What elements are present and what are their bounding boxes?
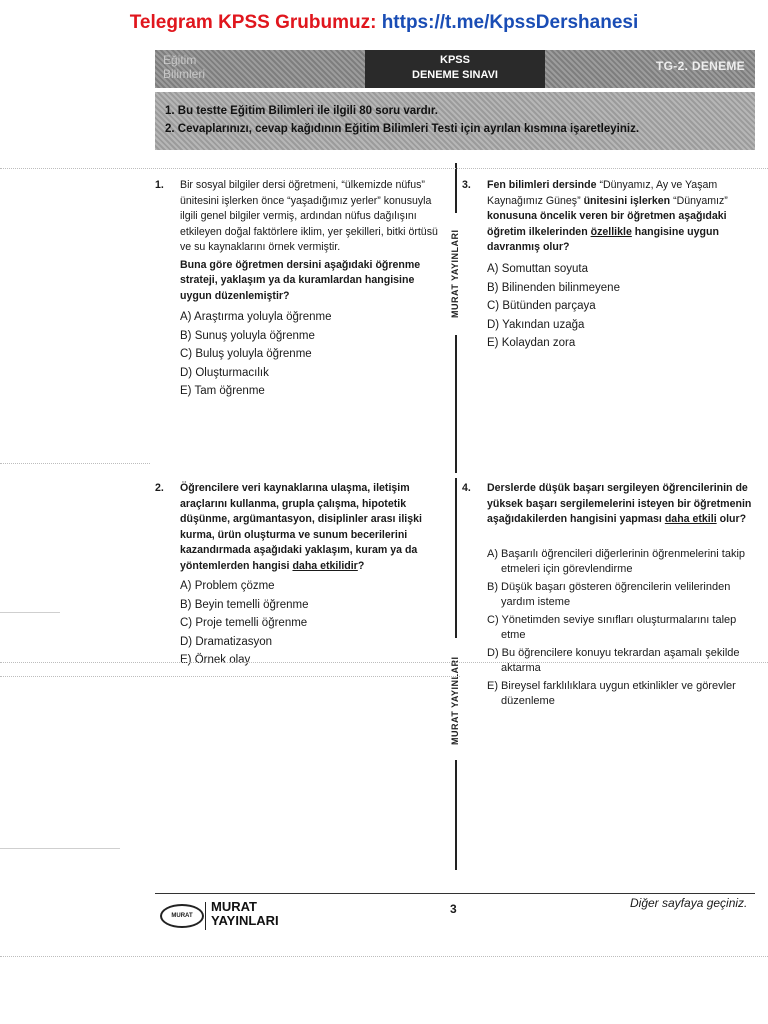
question-text	[180, 481, 445, 574]
q3-part-2: “Dünyamız, Ay ve Yaşam Kaynağımız Güneş”	[487, 179, 718, 207]
instruction-2: 2. Cevaplarınızı, cevap kağıdının Eğitim Bilimleri Testi için ayrılan kısmına işaretleyiniz.	[165, 123, 640, 135]
question-text-main: Öğrencilere veri kaynaklarına ulaşma, iletişim araçlarını kullanma, grupla çalışma, hipotetik düşünme, argümantasyon, disiplinler arası ilişki kurma, ürün oluşturma ve sunum becerilerini kazandırmada aşağıdaki yaklaşım, kuram ya da yöntemlerden hangisi	[180, 482, 422, 572]
publisher-line-2: YAYINLARI	[211, 913, 279, 928]
scan-line	[0, 168, 768, 169]
instruction-1: 1. Bu testte Eğitim Bilimleri ile ilgili 80 soru vardır.	[165, 105, 438, 117]
subject-line-1: Eğitim	[163, 53, 197, 67]
logo-divider	[205, 902, 206, 930]
publisher-line-1: MURAT	[211, 899, 257, 914]
footer-divider	[155, 893, 755, 894]
options-list	[487, 260, 620, 353]
column-divider-bottom	[455, 760, 457, 870]
option-d[interactable]: D) Bu öğrencilere konuyu tekrardan aşamalı şekilde aktarma	[487, 647, 740, 674]
telegram-link[interactable]: https://t.me/KpssDershanesi	[381, 12, 639, 33]
exam-header	[155, 50, 755, 88]
option-c[interactable]: C) Proje temelli öğrenme	[180, 617, 308, 629]
emphasis-text: daha etkilidir	[292, 559, 358, 572]
scan-line	[0, 956, 768, 957]
option-c[interactable]: C) Yönetimden seviye sınıfları oluşturmalarını talep etme	[487, 614, 737, 641]
question-number: 1.	[155, 179, 164, 191]
question-number: 2.	[155, 482, 164, 494]
scan-line	[0, 662, 768, 663]
q3-part-1: Fen bilimleri dersinde	[487, 179, 597, 191]
question-number: 3.	[462, 179, 471, 191]
instructions-box	[155, 92, 755, 150]
option-a[interactable]: A) Başarılı öğrencileri diğerlerinin öğrenmelerini takip etmeleri için görevlendirme	[487, 548, 746, 575]
option-e[interactable]: E) Örnek olay	[180, 654, 251, 666]
column-divider-top	[455, 163, 457, 213]
question-stem: Bir sosyal bilgiler dersi öğretmeni, “ülkemizde nüfus” ünitesini işlerken önce “yaşadığımız yerler” konusuyla ilgili genel bilgiler vermiş, ardından nüfus dağılışını etkileyen doğal faktörlere iklim, yer şekilleri, bitki örtüsü ve su kaynaklarını örnek vermiştir.	[180, 179, 438, 253]
question-text	[487, 178, 757, 256]
option-d[interactable]: D) Yakından uzağa	[487, 318, 585, 331]
next-page-note: Diğer sayfaya geçiniz.	[630, 896, 748, 910]
page-number: 3	[450, 902, 457, 916]
option-e[interactable]: E) Tam öğrenme	[180, 385, 265, 397]
option-e[interactable]: E) Kolaydan zora	[487, 337, 576, 349]
test-code: TG-2. DENEME	[656, 59, 745, 73]
emphasis-text: özellikle	[590, 225, 632, 238]
side-label-bottom: MURAT YAYINLARI	[450, 656, 460, 745]
subject-label	[163, 53, 205, 81]
options-list	[180, 577, 308, 670]
scan-line	[0, 676, 460, 677]
question-text	[487, 481, 757, 528]
scan-line	[0, 463, 150, 464]
exam-title-box	[365, 50, 545, 88]
exam-subtitle: DENEME SINAVI	[412, 69, 498, 81]
option-a[interactable]: A) Araştırma yoluyla öğrenme	[180, 311, 332, 323]
option-c[interactable]: C) Buluş yoluyla öğrenme	[180, 348, 312, 360]
column-divider-mid	[455, 335, 457, 473]
column-divider-mid2	[455, 478, 457, 638]
banner-prefix: Telegram KPSS Grubumuz:	[129, 12, 382, 33]
q3-part-6: hangisine uygun davranmış olur?	[487, 225, 719, 253]
emphasis-text: daha etkili	[664, 513, 717, 525]
question-end: olur?	[719, 513, 747, 525]
option-b[interactable]: B) Beyin temelli öğrenme	[180, 598, 309, 611]
scan-line	[0, 848, 120, 849]
telegram-banner	[0, 12, 768, 34]
side-label-top: MURAT YAYINLARI	[450, 229, 460, 318]
publisher-name	[211, 900, 279, 928]
q3-part-3: ünitesini işlerken	[583, 194, 671, 207]
subject-line-2: Bilimleri	[163, 67, 205, 81]
options-list	[487, 547, 757, 712]
option-c[interactable]: C) Bütünden parçaya	[487, 300, 596, 312]
question-number: 4.	[462, 482, 471, 494]
question-text-main: Derslerde düşük başarı sergileyen öğrencilerinin de yüksek başarı sergilemelerini isteyen bir öğretmenin aşağıdakilerden hangisini yapması	[487, 482, 752, 525]
scan-line	[0, 612, 60, 613]
publisher-logo: MURAT	[160, 904, 204, 928]
q3-part-4: “Dünyamız”	[673, 194, 728, 207]
question-end: ?	[357, 559, 365, 572]
option-a[interactable]: A) Somuttan soyuta	[487, 263, 588, 275]
option-e[interactable]: E) Bireysel farklılıklara uygun etkinlikler ve görevler düzenleme	[487, 680, 736, 707]
options-list	[180, 308, 331, 401]
option-d[interactable]: D) Dramatizasyon	[180, 635, 273, 648]
q3-part-5: konusuna öncelik veren bir öğretmen aşağıdaki öğretim ilkelerinden	[487, 210, 727, 238]
option-b[interactable]: B) Bilinenden bilinmeyene	[487, 281, 620, 294]
exam-name: KPSS	[440, 54, 470, 66]
option-d[interactable]: D) Oluşturmacılık	[180, 366, 269, 379]
option-a[interactable]: A) Problem çözme	[180, 580, 275, 592]
option-b[interactable]: B) Sunuş yoluyla öğrenme	[180, 329, 315, 342]
option-b[interactable]: B) Düşük başarı gösteren öğrencilerin velilerinden yardım isteme	[487, 581, 731, 608]
question-text: Buna göre öğretmen dersini aşağıdaki öğrenme strateji, yaklaşım ya da kuramlardan hangisine uygun düzenlemiştir?	[180, 258, 421, 302]
